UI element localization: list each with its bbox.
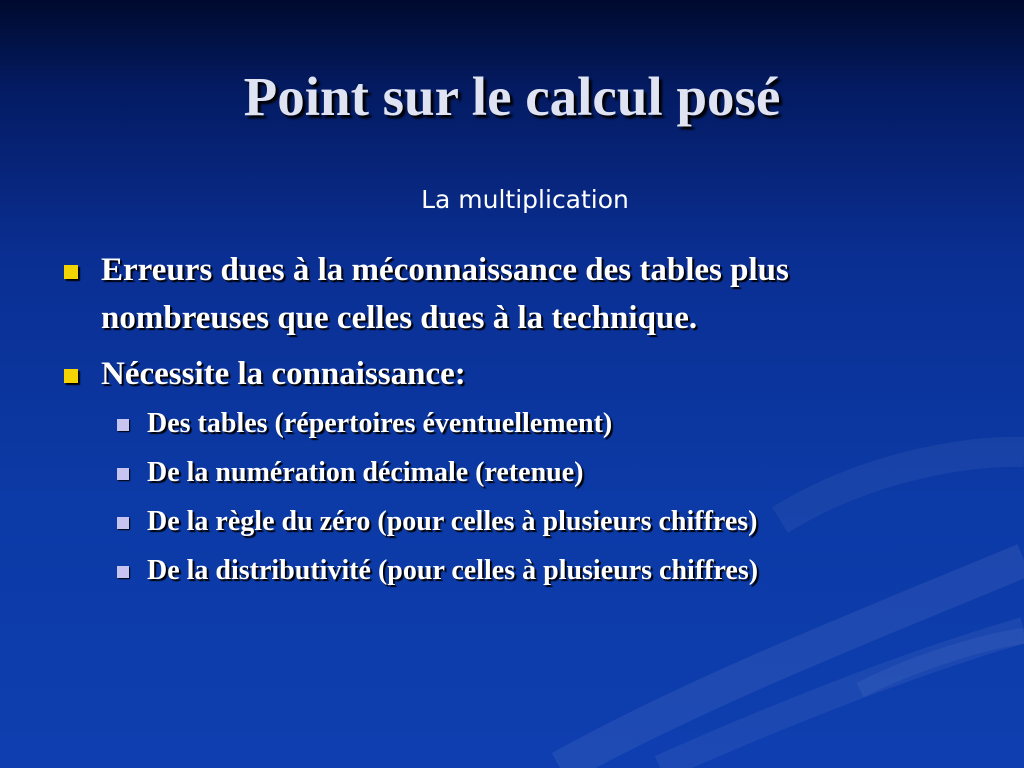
bullet-list — [0, 246, 1024, 602]
bullet-item-errors — [0, 246, 1024, 342]
sub-bullet-item — [0, 455, 1024, 491]
bullet-text: Erreurs dues à la méconnaissance des tables plus nombreuses que celles dues à la technique. — [101, 252, 789, 336]
sub-bullet-text: De la distributivité (pour celles à plusieurs chiffres) — [147, 555, 759, 586]
sub-bullet-list — [0, 406, 1024, 589]
square-bullet-icon — [117, 468, 129, 480]
sub-bullet-item — [0, 504, 1024, 540]
square-bullet-icon — [117, 517, 129, 529]
square-bullet-icon — [64, 369, 78, 383]
sub-bullet-text: De la règle du zéro (pour celles à plusieurs chiffres) — [147, 506, 758, 537]
bullet-item-requirements — [0, 350, 1024, 398]
square-bullet-icon — [64, 265, 78, 279]
slide-subtitle: La multiplication — [421, 185, 629, 214]
slide-title: Point sur le calcul posé — [243, 66, 781, 127]
square-bullet-icon — [117, 566, 129, 578]
sub-bullet-item — [0, 553, 1024, 589]
bullet-text: Nécessite la connaissance: — [101, 356, 466, 392]
sub-bullet-text: De la numération décimale (retenue) — [147, 457, 584, 488]
sub-bullet-group — [0, 406, 1024, 589]
sub-bullet-item — [0, 406, 1024, 442]
sub-bullet-text: Des tables (répertoires éventuellement) — [147, 408, 613, 439]
square-bullet-icon — [117, 419, 129, 431]
